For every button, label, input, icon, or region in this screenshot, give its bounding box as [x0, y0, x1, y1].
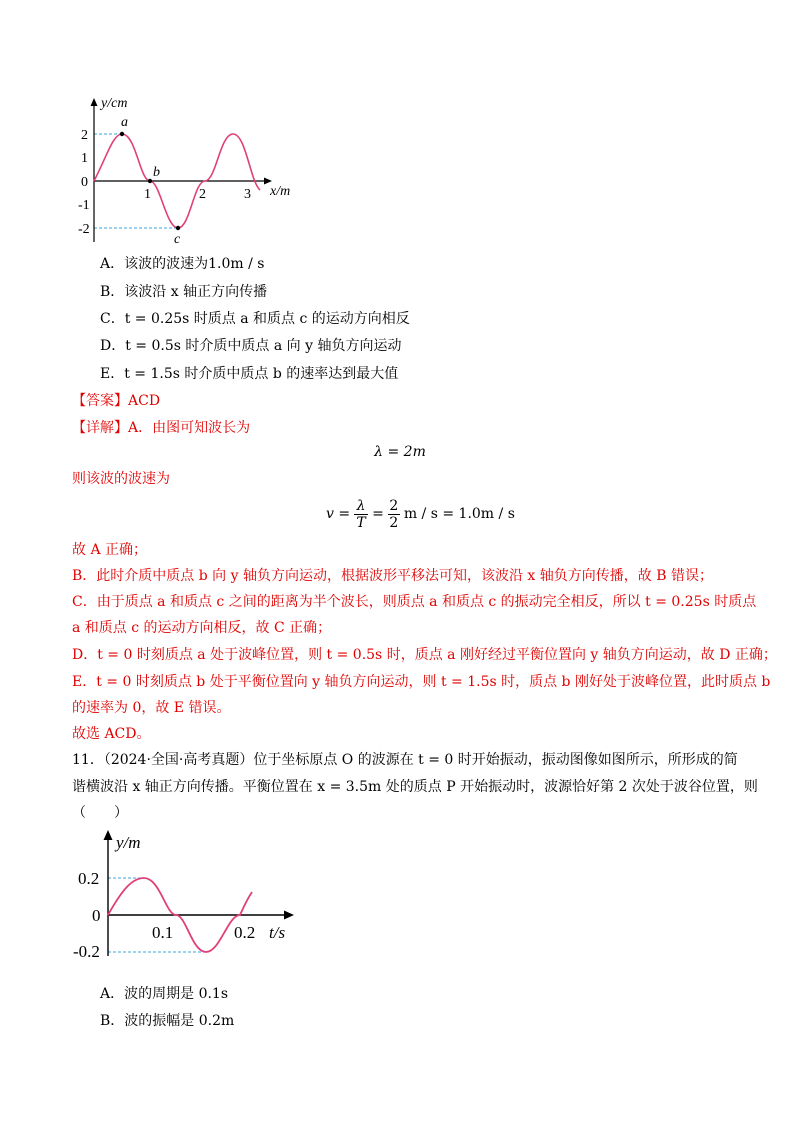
y-tick-0: 0	[81, 175, 88, 190]
point-b	[148, 179, 152, 183]
answer-value: ACD	[128, 393, 161, 409]
detail-b: B．此时介质中质点 b 向 y 轴负方向运动，根据波形平移法可知，该波沿 x 轴负方向传播，故 B 错误；	[72, 568, 713, 584]
wave-graph-1	[78, 92, 308, 247]
x-tick-2: 2	[199, 187, 206, 202]
option-text: t = 0.5s 时介质中质点 a 向 y 轴负方向运动	[125, 338, 402, 354]
detail-e-1: E．t = 0 时刻质点 b 处于平衡位置向 y 轴负方向运动，则 t = 1.5s 时，质点 b 刚好处于波峰位置，此时质点 b	[72, 674, 771, 690]
q11-option-a	[100, 984, 228, 1004]
vibration-graph-2	[72, 826, 312, 961]
q10-option-d	[100, 336, 401, 356]
detail-final: 故选 ACD。	[72, 726, 151, 742]
label-a: a	[121, 115, 128, 130]
detail-a-intro	[72, 418, 250, 438]
eq-fraction-2-2	[388, 498, 400, 531]
t-tick-0-1: 0.1	[152, 923, 174, 942]
detail-speed-intro: 则该波的波速为	[72, 471, 170, 487]
q10-option-c	[100, 309, 410, 329]
t-axis-label: t/s	[269, 923, 286, 942]
option-label: B．	[100, 1013, 125, 1029]
point-a	[120, 132, 124, 136]
option-text: t = 0.25s 时质点 a 和质点 c 的运动方向相反	[124, 311, 410, 327]
q11-stem-line-1: 11．（2024·全国·高考真题）位于坐标原点 O 的波源在 t = 0 时开始振动，振动图像如图所示，所形成的简	[72, 752, 738, 768]
y-axis-arrow	[104, 830, 113, 840]
y-tick-0-2: 0.2	[78, 869, 100, 888]
y-tick-1: 1	[81, 151, 88, 166]
eq-v-rhs: m / s = 1.0m / s	[403, 506, 515, 522]
detail-tag: 【详解】	[72, 420, 128, 436]
option-text: 波的周期是 0.1s	[124, 986, 229, 1002]
eq-frac-num: λ	[356, 497, 366, 514]
option-label: D．	[100, 338, 126, 354]
y-axis-label: y/m	[116, 833, 141, 852]
eq-frac-den: T	[356, 514, 366, 531]
equation-velocity	[326, 494, 515, 534]
answer-line	[72, 391, 160, 411]
q11-stem-line-2: 谐横波沿 x 轴正方向传播。平衡位置在 x = 3.5m 处的质点 P 开始振动时，波源恰好第 2 次处于波谷位置，则	[72, 779, 758, 795]
eq-equals: =	[372, 506, 384, 522]
point-c	[176, 226, 180, 230]
x-tick-1: 1	[144, 187, 151, 202]
q11-option-b	[100, 1011, 234, 1031]
eq-v-lhs: v =	[326, 506, 351, 522]
option-text: 该波沿 x 轴正方向传播	[124, 284, 268, 300]
eq-frac-den: 2	[389, 514, 399, 531]
option-text: t = 1.5s 时介质中质点 b 的速率达到最大值	[124, 366, 399, 382]
q10-option-e	[100, 364, 398, 384]
y-tick-2: 2	[81, 128, 88, 143]
y-tick-neg1: -1	[78, 198, 90, 213]
equation-lambda: λ = 2m	[374, 444, 426, 460]
detail-e-2: 的速率为 0，故 E 错误。	[72, 700, 231, 716]
y-axis-arrow	[91, 98, 98, 106]
y-tick-neg-0-2: -0.2	[73, 942, 100, 961]
y-tick-neg2: -2	[78, 222, 90, 237]
option-text: 波的振幅是 0.2m	[124, 1013, 235, 1029]
option-text: 该波的波速为1.0m / s	[124, 256, 265, 272]
option-label: A．	[100, 986, 125, 1002]
q11-answer-blank: （ ）	[72, 805, 128, 821]
x-tick-3: 3	[244, 187, 251, 202]
detail-d: D．t = 0 时刻质点 a 处于波峰位置，则 t = 0.5s 时，质点 a 刚好经过平衡位置向 y 轴负方向运动，故 D 正确；	[72, 647, 777, 663]
q10-option-b	[100, 282, 267, 302]
option-label: E．	[100, 366, 125, 382]
x-axis-label: x/m	[270, 184, 291, 199]
y-axis-label: y/cm	[101, 96, 128, 111]
t-axis-arrow	[284, 911, 294, 920]
option-label: C．	[100, 311, 125, 327]
detail-a-conclusion: 故 A 正确；	[72, 542, 148, 558]
option-label: A．	[100, 256, 125, 272]
eq-fraction-lambda-t	[354, 498, 368, 531]
detail-a-text: A．由图可知波长为	[128, 420, 251, 436]
option-label: B．	[100, 284, 125, 300]
t-tick-0-2: 0.2	[234, 923, 256, 942]
label-c: c	[174, 232, 181, 247]
detail-c-1: C．由于质点 a 和质点 c 之间的距离为半个波长，则质点 a 和质点 c 的振动完全相反，所以 t = 0.25s 时质点	[72, 594, 757, 610]
detail-c-2: a 和质点 c 的运动方向相反，故 C 正确；	[72, 620, 332, 636]
y-tick-0: 0	[92, 906, 101, 925]
q10-option-a	[100, 254, 264, 274]
eq-frac-num: 2	[389, 497, 399, 514]
label-b: b	[153, 165, 160, 180]
answer-tag: 【答案】	[72, 393, 128, 409]
